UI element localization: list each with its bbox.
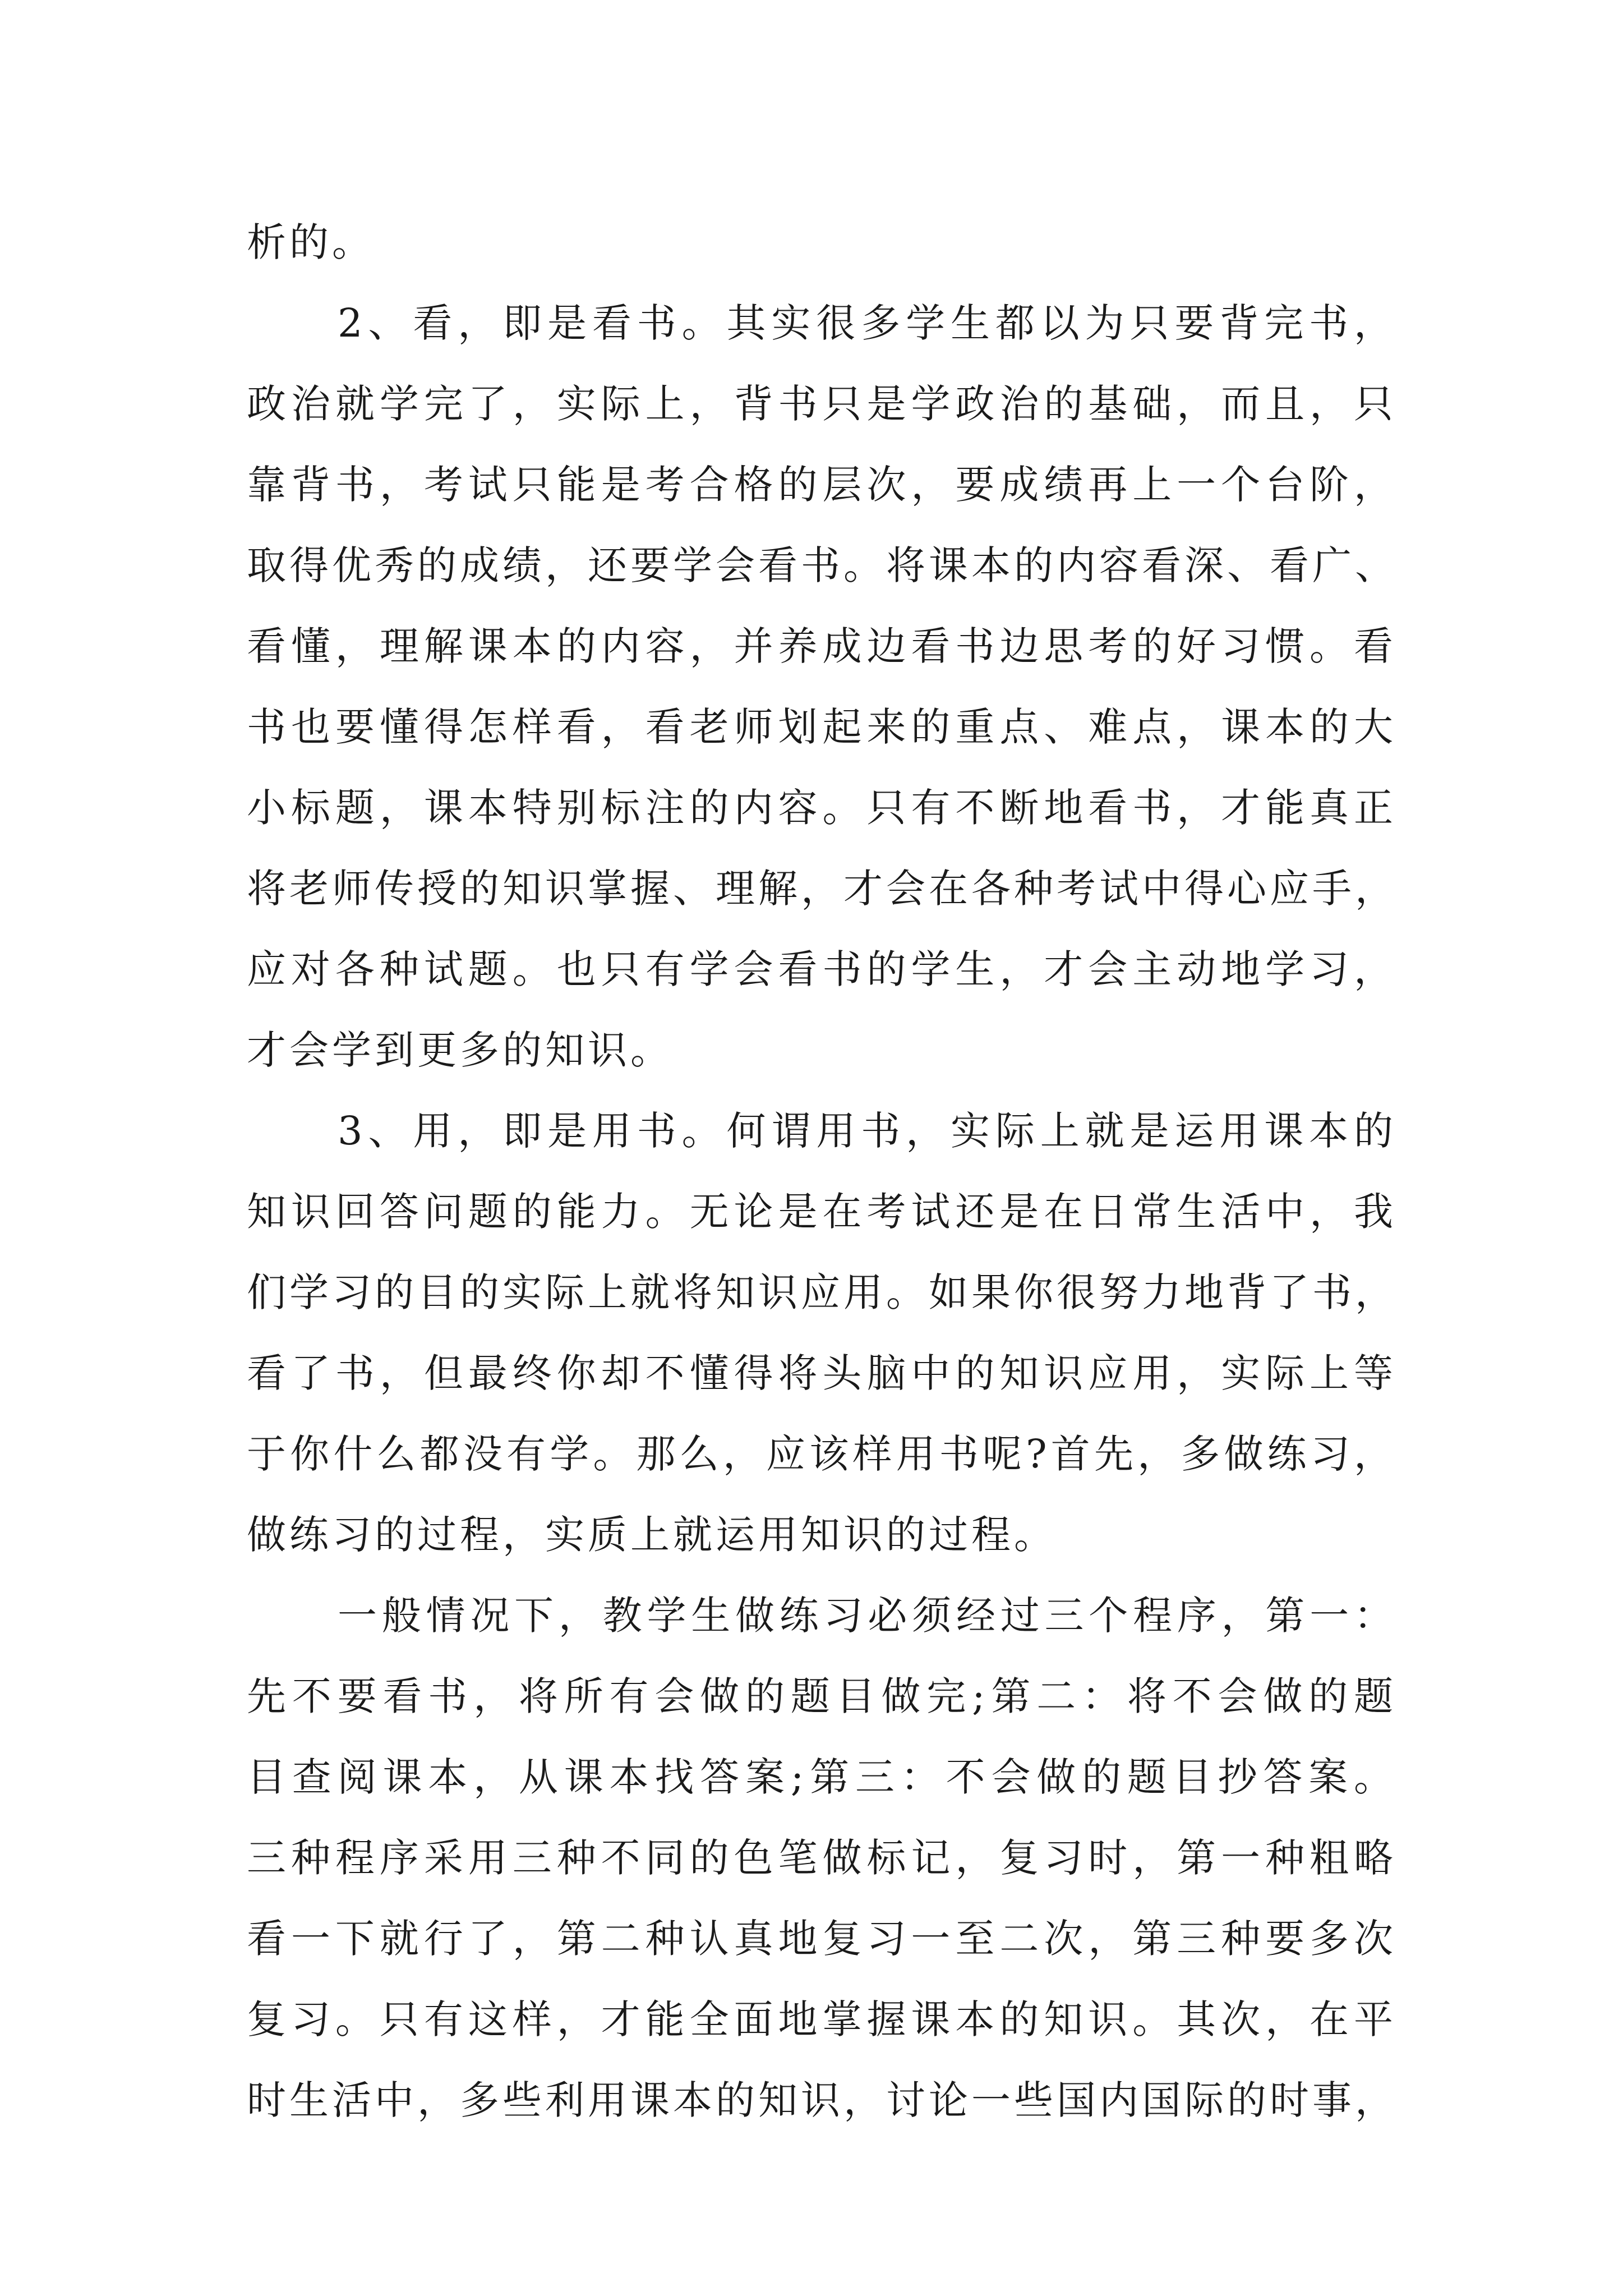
- text-line: 将老师传授的知识掌握、理解，才会在各种考试中得心应手，: [247, 866, 1398, 912]
- document-body: [247, 202, 1396, 2141]
- text-line: 才会学到更多的知识。: [247, 1027, 673, 1073]
- text-line: 应对各种试题。也只有学会看书的学生，才会主动地学习，: [247, 946, 1396, 992]
- text-line: 目查阅课本，从课本找答案;第三：不会做的题目抄答案。: [247, 1754, 1396, 1800]
- text-line: 三种程序采用三种不同的色笔做标记，复习时，第一种粗略: [247, 1835, 1396, 1881]
- text-line: 于你什么都没有学。那么，应该样用书呢?首先，多做练习，: [247, 1431, 1396, 1477]
- text-line: 看了书，但最终你却不懂得将头脑中的知识应用，实际上等: [247, 1350, 1396, 1396]
- text-line: 靠背书，考试只能是考合格的层次，要成绩再上一个台阶，: [247, 462, 1396, 508]
- paragraph-reading: [247, 283, 1396, 1091]
- text-line: 取得优秀的成绩，还要学会看书。将课本的内容看深、看广、: [247, 542, 1398, 588]
- text-line: 看懂，理解课本的内容，并养成边看书边思考的好习惯。看: [247, 623, 1396, 669]
- text-line: 析的。: [247, 219, 375, 265]
- paragraph-exercises: [247, 1575, 1396, 2141]
- text-line: 先不要看书，将所有会做的题目做完;第二：将不会做的题: [247, 1673, 1396, 1719]
- text-line: 们学习的目的实际上就将知识应用。如果你很努力地背了书，: [247, 1269, 1398, 1315]
- text-line: 政治就学完了，实际上，背书只是学政治的基础，而且，只: [247, 381, 1396, 427]
- text-line: 知识回答问题的能力。无论是在考试还是在日常生活中，我: [247, 1189, 1396, 1235]
- text-line: 小标题，课本特别标注的内容。只有不断地看书，才能真正: [247, 785, 1396, 831]
- paragraph-continuation: [247, 202, 1396, 283]
- text-line: 看一下就行了，第二种认真地复习一至二次，第三种要多次: [247, 1916, 1396, 1962]
- text-line: 3、用，即是用书。何谓用书，实际上就是运用课本的: [338, 1108, 1396, 1154]
- text-line: 2、看，即是看书。其实很多学生都以为只要背完书，: [338, 300, 1396, 346]
- text-line: 时生活中，多些利用课本的知识，讨论一些国内国际的时事，: [247, 2077, 1398, 2123]
- text-line: 书也要懂得怎样看，看老师划起来的重点、难点，课本的大: [247, 704, 1396, 750]
- text-line: 复习。只有这样，才能全面地掌握课本的知识。其次，在平: [247, 1996, 1396, 2042]
- text-line: 一般情况下，教学生做练习必须经过三个程序，第一：: [338, 1593, 1396, 1639]
- text-line: 做练习的过程，实质上就运用知识的过程。: [247, 1512, 1057, 1558]
- paragraph-using: [247, 1091, 1396, 1575]
